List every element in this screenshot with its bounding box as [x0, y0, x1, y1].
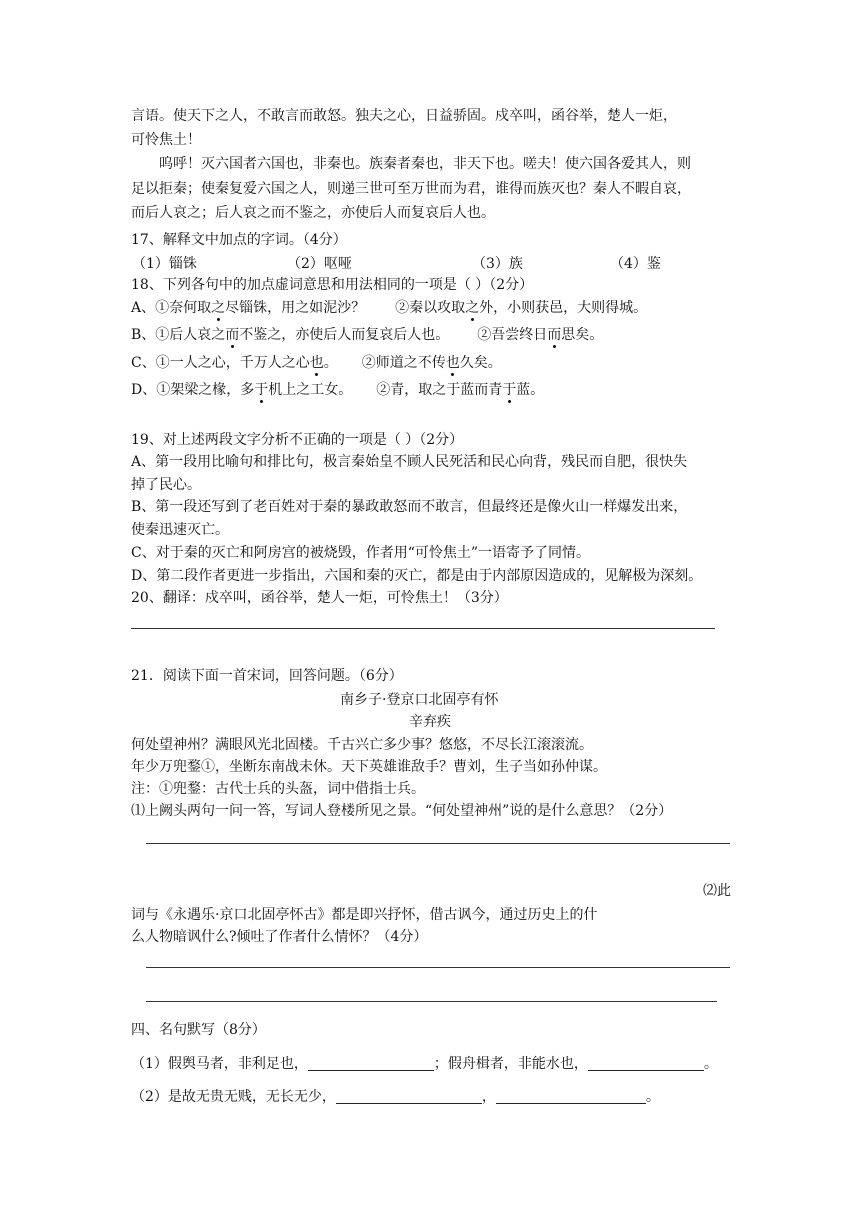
q17-item-3: （3）族 — [472, 256, 523, 272]
question-20-stem: 20、翻译：戍卒叫，函谷举，楚人一炬，可怜焦土！（3分） — [131, 590, 508, 606]
question-17-stem: 17、解释文中加点的字词。（4分） — [131, 232, 347, 248]
q21-subquestion-2-cont: 么人物暗讽什么?倾吐了作者什么情怀？（4分） — [131, 929, 428, 945]
poem-line: 年少万兜鍪①，坐断东南战未休。天下英雄谁敌手？曹刘，生子当如孙仲谋。 — [131, 759, 607, 775]
fill-blank[interactable] — [308, 1056, 434, 1071]
q19-option-c: C、对于秦的灭亡和阿房宫的被烧毁，作者用“可怜焦土”一语寄予了同情。 — [131, 545, 591, 561]
question-21-stem: 21．阅读下面一首宋词，回答问题。（6分） — [131, 668, 403, 684]
fill-blank[interactable] — [496, 1089, 646, 1104]
q18-option-c: C、①一人之心，千万人之心也。 ②师道之不传也久矣。 — [131, 355, 502, 371]
q21-subquestion-2-label: ⑵此 — [703, 883, 731, 899]
q21-subquestion-2: 词与《永遇乐·京口北固亭怀古》都是即兴抒怀，借古讽今，通过历史上的什 — [131, 907, 598, 923]
q18-option-d: D、①架梁之椽，多于机上之工女。 ②青，取之于蓝而青于蓝。 — [131, 382, 545, 398]
section-heading: 四、名句默写（8分） — [131, 1022, 266, 1038]
q18-option-a: A、①奈何取之尽锱铢，用之如泥沙？ ②秦以攻取之外，小则获邑，大则得城。 — [131, 300, 648, 316]
recite-item-1: （1）假舆马者，非利足也， ；假舟楫者，非能水也， 。 — [131, 1056, 718, 1072]
poem-note: 注：①兜鍪：古代士兵的头盔，词中借指士兵。 — [131, 781, 425, 797]
q19-option-a: A、第一段用比喻句和排比句，极言秦始皇不顾人民死活和民心向背，残民而自肥，很快失 — [131, 454, 688, 470]
q17-item-4: （4）鉴 — [610, 256, 661, 272]
passage-line: 而后人哀之；后人哀之而不鉴之，亦使后人而复哀后人也。 — [131, 205, 495, 221]
passage-line: 可怜焦土！ — [131, 132, 201, 148]
poem-author: 辛弃疾 — [409, 714, 451, 730]
q18-option-b: B、①后人哀之而不鉴之，亦使后人而复哀后人也。 ②吾尝终日而思矣。 — [131, 327, 604, 343]
passage-line: 言语。使天下之人，不敢言而敢怒。独夫之心，日益骄固。戍卒叫，函谷举，楚人一炬， — [131, 108, 677, 124]
question-18-stem: 18、下列各句中的加点虚词意思和用法相同的一项是（ ）（2分） — [131, 277, 534, 293]
answer-line — [146, 1001, 717, 1002]
q19-option-b-cont: 使秦迅速灭亡。 — [131, 522, 229, 538]
q19-option-b: B、第一段还写到了老百姓对于秦的暴政敢怒而不敢言，但最终还是像火山一样爆发出来， — [131, 499, 688, 515]
answer-line — [146, 967, 730, 968]
q17-item-2: （2）呕哑 — [287, 256, 352, 272]
answer-line — [146, 843, 730, 844]
poem-line: 何处望神州？满眼风光北固楼。千古兴亡多少事？悠悠，不尽长江滚滚流。 — [131, 737, 593, 753]
q19-option-d: D、第二段作者更进一步指出，六国和秦的灭亡，都是由于内部原因造成的，见解极为深刻。 — [131, 568, 703, 584]
q19-option-a-cont: 掉了民心。 — [131, 477, 201, 493]
fill-blank[interactable] — [336, 1089, 482, 1104]
poem-title: 南乡子·登京口北固亭有怀 — [340, 692, 499, 708]
question-19-stem: 19、对上述两段文字分析不正确的一项是（ ）（2分） — [131, 432, 464, 448]
q17-item-1: （1）锱铢 — [132, 256, 197, 272]
passage-line: 足以拒秦；使秦复爱六国之人，则递三世可至万世而为君，谁得而族灭也？秦人不暇自哀， — [131, 181, 691, 197]
recite-item-2: （2）是故无贵无贱，无长无少， ， 。 — [131, 1089, 660, 1105]
q21-subquestion-1: ⑴上阙头两句一问一答，写词人登楼所见之景。“何处望神州”说的是什么意思？（2分） — [131, 803, 673, 819]
passage-line: 呜呼！灭六国者六国也，非秦也。族秦者秦也，非天下也。嗟夫！使六国各爱其人，则 — [159, 156, 691, 172]
fill-blank[interactable] — [588, 1056, 704, 1071]
answer-line — [131, 628, 715, 629]
